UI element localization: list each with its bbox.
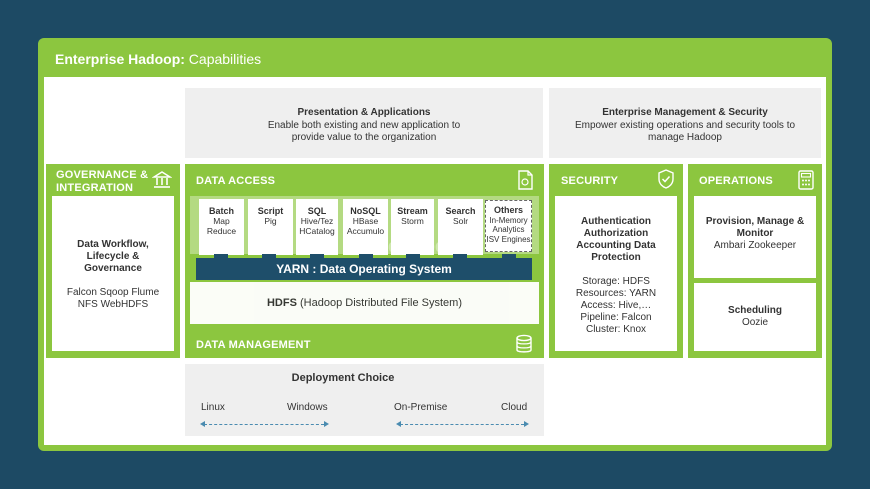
deployment-title: Deployment Choice bbox=[291, 372, 395, 384]
presentation-title: Presentation & Applications bbox=[297, 107, 431, 118]
provision-body: Ambari Zookeeper bbox=[713, 240, 797, 251]
security-line: Pipeline: Falcon bbox=[580, 312, 652, 323]
security-line: Cluster: Knox bbox=[585, 324, 647, 335]
hdfs-box: HDFS (Hadoop Distributed File System) bbox=[190, 282, 539, 324]
management-title: Enterprise Management & Security bbox=[602, 107, 768, 118]
governance-box-title: Data Workflow, Lifecycle & Governance bbox=[77, 239, 149, 274]
watermark: SlideModel bbox=[366, 236, 462, 256]
deploy-option-onpremise: On-Premise bbox=[394, 402, 448, 413]
scheduling-body: Oozie bbox=[741, 317, 769, 328]
data-access-header: DATA ACCESS bbox=[196, 175, 276, 187]
arrowhead-right bbox=[524, 421, 529, 427]
deploy-arrow-right bbox=[400, 424, 524, 425]
deploy-option-linux: Linux bbox=[201, 402, 225, 413]
security-line: Resources: YARN bbox=[575, 288, 657, 299]
management-desc: Empower existing operations and security tools to manage Hadoop bbox=[574, 120, 796, 143]
data-management-header: DATA MANAGEMENT bbox=[196, 339, 311, 351]
document-icon bbox=[514, 169, 536, 191]
management-box bbox=[549, 88, 821, 158]
operations-header: OPERATIONS bbox=[699, 175, 773, 187]
provision-title: Provision, Manage & Monitor bbox=[705, 216, 805, 239]
deploy-option-cloud: Cloud bbox=[501, 402, 528, 413]
engine-chip-nosql: NoSQL HBase Accumulo bbox=[343, 199, 388, 255]
engine-chip-stream: Stream Storm bbox=[391, 199, 434, 255]
database-icon bbox=[515, 334, 533, 354]
arrowhead-right bbox=[324, 421, 329, 427]
security-line: Access: Hive,… bbox=[580, 300, 652, 311]
engine-chip-sql: SQL Hive/Tez HCatalog bbox=[296, 199, 338, 255]
arrowhead-left bbox=[200, 421, 205, 427]
governance-box-body: Falcon Sqoop Flume NFS WebHDFS bbox=[66, 287, 160, 310]
presentation-desc: Enable both existing and new application to provide value to the organization bbox=[267, 120, 461, 143]
calculator-icon bbox=[797, 169, 815, 191]
operations-box-scheduling bbox=[694, 283, 816, 351]
scheduling-title: Scheduling bbox=[728, 305, 782, 316]
engine-chip-others: Others In-Memory Analytics ISV Engines bbox=[485, 200, 532, 252]
arrowhead-left bbox=[396, 421, 401, 427]
engine-chip-search: Search Solr bbox=[438, 199, 483, 255]
engine-chip-batch: Batch Map Reduce bbox=[199, 199, 244, 255]
yarn-bar: YARN : Data Operating System bbox=[196, 258, 532, 280]
presentation-box bbox=[185, 88, 543, 158]
deploy-option-windows: Windows bbox=[287, 402, 328, 413]
deploy-arrow-left bbox=[204, 424, 324, 425]
engine-chip-script: Script Pig bbox=[248, 199, 293, 255]
security-line: Storage: HDFS bbox=[582, 276, 650, 287]
operations-box-provision bbox=[694, 196, 816, 278]
shield-check-icon bbox=[656, 168, 676, 190]
governance-box bbox=[52, 196, 174, 351]
security-box-title: Authentication Authorization Accounting Data Protection bbox=[576, 216, 656, 263]
page-title: Enterprise Hadoop: Capabilities bbox=[55, 51, 262, 67]
building-icon bbox=[152, 170, 172, 190]
governance-header: GOVERNANCE & INTEGRATION bbox=[56, 169, 149, 194]
security-header: SECURITY bbox=[561, 175, 619, 187]
security-box bbox=[555, 196, 677, 351]
